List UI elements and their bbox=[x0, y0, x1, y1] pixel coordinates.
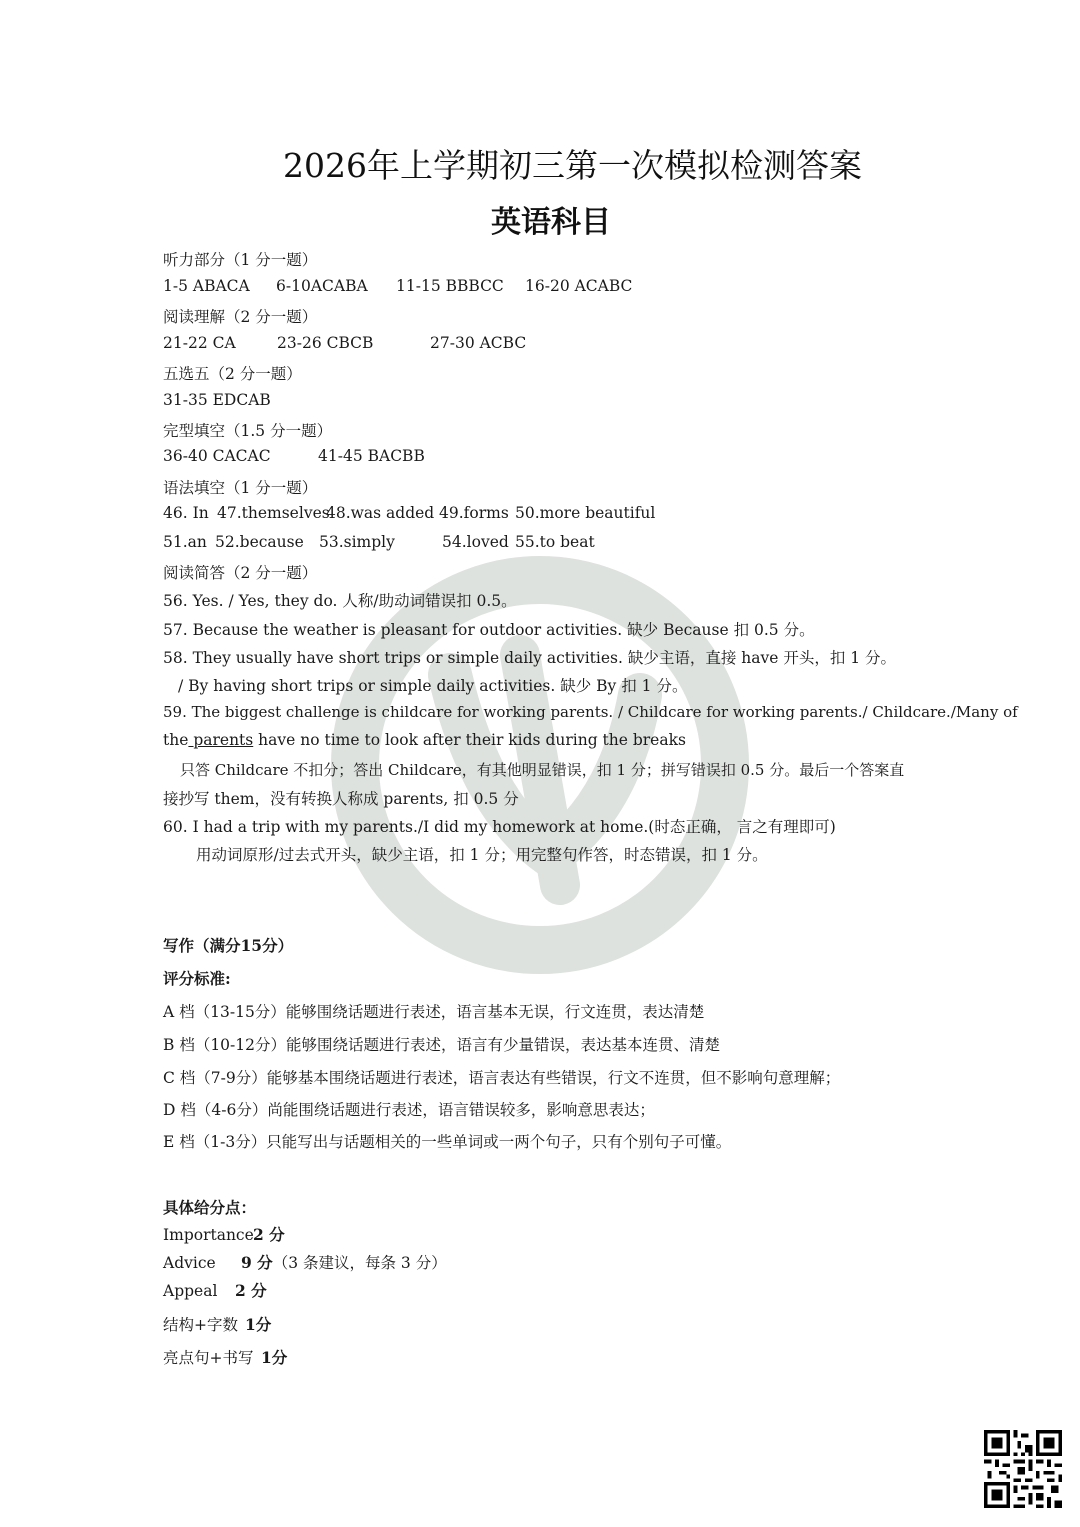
answer-59-note-cont: 接抄写 them，没有转换人称成 parents, 扣 0.5 分 bbox=[163, 790, 519, 808]
answer-59-cont bbox=[163, 731, 686, 749]
cloze-heading: 完型填空（1.5 分一题） bbox=[163, 422, 333, 440]
reading-answers bbox=[163, 334, 526, 352]
seven-five-heading: 五选五（2 分一题） bbox=[163, 365, 302, 383]
answer-56: 56. Yes. / Yes, they do. 人称/助动词错误扣 0.5。 bbox=[163, 592, 517, 610]
points-heading: 具体给分点： bbox=[163, 1198, 257, 1217]
point-item: Importance bbox=[163, 1226, 254, 1244]
point-row bbox=[163, 1346, 287, 1368]
grammar-answer: 51.an bbox=[163, 533, 207, 551]
answer-group: 11-15 BBBCC bbox=[396, 277, 504, 295]
grammar-answer: 55.to beat bbox=[515, 533, 595, 551]
short-answer-heading: 阅读简答（2 分一题） bbox=[163, 564, 318, 582]
criteria-level-c: C 档（7-9分）能够基本围绕话题进行表述，语言表达有些错误，行文不连贯，但不影响句意理解； bbox=[163, 1069, 841, 1087]
point-item: Advice bbox=[163, 1254, 216, 1272]
writing-heading: 写作（满分15分） bbox=[163, 936, 294, 955]
grammar-row-1 bbox=[163, 504, 655, 522]
answer-60: 60. I had a trip with my parents./I did my homework at home.(时态正确， 言之有理即可) bbox=[163, 818, 836, 836]
listening-answers bbox=[163, 277, 632, 295]
answer-group: 21-22 CA bbox=[163, 334, 236, 352]
answer-group: 6-10ACABA bbox=[276, 277, 368, 295]
answer-group: 23-26 CBCB bbox=[277, 334, 374, 352]
point-row bbox=[163, 1223, 285, 1245]
answer-58: 58. They usually have short trips or simple daily activities. 缺少主语，直接 have 开头，扣 1 分。 bbox=[163, 649, 897, 667]
grammar-answer: 54.loved bbox=[442, 533, 509, 551]
cloze-answers bbox=[163, 447, 425, 465]
grammar-heading: 语法填空（1 分一题） bbox=[163, 479, 318, 497]
grammar-answer: 47.themselves bbox=[217, 504, 330, 522]
criteria-level-b: B 档（10-12分）能够围绕话题进行表述，语言有少量错误，表达基本连贯、清楚 bbox=[163, 1036, 721, 1054]
grammar-answer: 50.more beautiful bbox=[515, 504, 656, 522]
criteria-level-e: E 档（1-3分）只能写出与话题相关的一些单词或一两个句子，只有个别句子可懂。 bbox=[163, 1133, 732, 1151]
answer-59-text: have no time to look after their kids during the breaks bbox=[253, 731, 686, 749]
answer-group: 27-30 ACBC bbox=[430, 334, 527, 352]
grammar-answer: 53.simply bbox=[319, 533, 395, 551]
answer-59-underlined: parents bbox=[188, 731, 254, 749]
grammar-row-2 bbox=[163, 533, 595, 551]
grammar-answer: 48.was added bbox=[326, 504, 435, 522]
answer-group: 1-5 ABACA bbox=[163, 277, 250, 295]
qr-code-icon bbox=[984, 1430, 1062, 1508]
page-title: 2026年上学期初三第一次模拟检测答案 bbox=[283, 146, 862, 185]
point-score: 1分 bbox=[261, 1348, 288, 1367]
answer-group: 36-40 CACAC bbox=[163, 447, 271, 465]
point-row bbox=[163, 1313, 271, 1335]
answer-59: 59. The biggest challenge is childcare for working parents. / Childcare for working parents./ Childcare./Many of bbox=[163, 703, 1018, 721]
answer-group: 41-45 BACBB bbox=[318, 447, 425, 465]
point-score: 9 分 bbox=[241, 1253, 273, 1272]
page-subtitle: 英语科目 bbox=[491, 205, 611, 240]
criteria-level-a: A 档（13-15分）能够围绕话题进行表述，语言基本无误，行文连贯，表达清楚 bbox=[163, 1003, 705, 1021]
listening-heading: 听力部分（1 分一题） bbox=[163, 251, 318, 269]
point-row bbox=[163, 1279, 267, 1301]
answer-59-note: 只答 Childcare 不扣分；答出 Childcare，有其他明显错误，扣 1 分；拼写错误扣 0.5 分。最后一个答案直 bbox=[180, 761, 905, 779]
answer-60-note: 用动词原形/过去式开头，缺少主语，扣 1 分；用完整句作答，时态错误，扣 1 分。 bbox=[196, 846, 768, 864]
point-score: 2 分 bbox=[253, 1225, 285, 1244]
answer-group: 16-20 ACABC bbox=[525, 277, 633, 295]
point-row bbox=[163, 1251, 447, 1273]
grammar-answer: 49.forms bbox=[439, 504, 509, 522]
point-note: （3 条建议，每条 3 分） bbox=[272, 1254, 447, 1272]
answer-59-text: the bbox=[163, 731, 189, 749]
point-item: 结构+字数 bbox=[163, 1316, 238, 1334]
grammar-answer: 52.because bbox=[215, 533, 304, 551]
criteria-level-d: D 档（4-6分）尚能围绕话题进行表述，语言错误较多，影响意思表达； bbox=[163, 1101, 655, 1119]
answer-57: 57. Because the weather is pleasant for outdoor activities. 缺少 Because 扣 0.5 分。 bbox=[163, 621, 815, 639]
grammar-answer: 46. In bbox=[163, 504, 209, 522]
point-item: 亮点句+书写 bbox=[163, 1349, 254, 1367]
point-score: 2 分 bbox=[235, 1281, 267, 1300]
point-score: 1分 bbox=[245, 1315, 272, 1334]
criteria-heading: 评分标准: bbox=[163, 969, 231, 988]
answer-58-alt: / By having short trips or simple daily activities. 缺少 By 扣 1 分。 bbox=[178, 677, 688, 695]
reading-heading: 阅读理解（2 分一题） bbox=[163, 308, 318, 326]
seven-five-answers: 31-35 EDCAB bbox=[163, 391, 271, 409]
point-item: Appeal bbox=[163, 1282, 218, 1300]
